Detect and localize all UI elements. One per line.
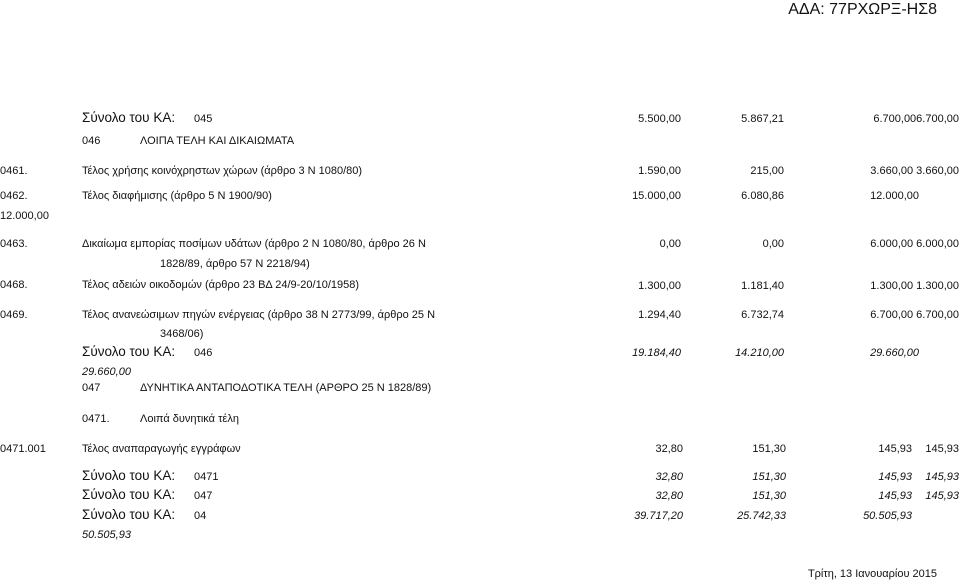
row-code: 0471.001 bbox=[0, 443, 46, 455]
value-col3: 145,93 bbox=[878, 490, 912, 502]
value-col1: 0,00 bbox=[659, 238, 681, 250]
row-description: Τέλος αναπαραγωγής εγγράφων bbox=[82, 443, 241, 455]
value-col3: 1.300,00 1.300,00 bbox=[870, 280, 959, 292]
row-code: 0462. bbox=[0, 190, 28, 202]
value-col3: 6.000,00 6.000,00 bbox=[870, 238, 959, 250]
row-code: 0468. bbox=[0, 279, 28, 291]
subsection-title: Λοιπά δυνητικά τέλη bbox=[140, 413, 239, 425]
value-col3: 6.700,006.700,00 bbox=[873, 113, 959, 125]
value-col1: 15.000,00 bbox=[632, 190, 681, 202]
total-label: Σύνολο του ΚΑ: bbox=[82, 110, 176, 125]
value-col2: 151,30 bbox=[752, 443, 786, 455]
row-description-cont: 1828/89, άρθρο 57 Ν 2218/94) bbox=[160, 258, 310, 270]
row-code: 0469. bbox=[0, 309, 28, 321]
total-code: 046 bbox=[194, 347, 213, 359]
row-code: 0461. bbox=[0, 165, 28, 177]
value-col3: 6.700,00 6.700,00 bbox=[870, 309, 959, 321]
value-col1: 32,80 bbox=[655, 471, 683, 483]
row-description: Τέλος ανανεώσιμων πηγών ενέργειας (άρθρο 38 Ν 2773/99, άρθρο 25 Ν bbox=[82, 309, 436, 321]
value-col1: 5.500,00 bbox=[638, 113, 681, 125]
value-col1: 1.300,00 bbox=[638, 280, 681, 292]
section-code: 046 bbox=[82, 135, 101, 147]
total-code: 045 bbox=[194, 113, 213, 125]
value-col2: 14.210,00 bbox=[735, 347, 784, 359]
value-col3: 12.000,00 bbox=[870, 190, 919, 202]
value-col2: 151,30 bbox=[752, 471, 786, 483]
row-description: Τέλος διαφήμισης (άρθρο 5 Ν 1900/90) bbox=[82, 190, 272, 202]
value-col1: 39.717,20 bbox=[634, 510, 683, 522]
footer-date: Τρίτη, 13 Ιανουαρίου 2015 bbox=[807, 568, 937, 580]
value-col2: 1.181,40 bbox=[741, 280, 784, 292]
value-col3: 3.660,00 3.660,00 bbox=[870, 165, 959, 177]
total-code: 0471 bbox=[194, 471, 219, 483]
value-col2: 25.742,33 bbox=[737, 510, 786, 522]
value-col1: 19.184,40 bbox=[632, 347, 681, 359]
total-label: Σύνολο του ΚΑ: bbox=[82, 468, 176, 483]
value-col1: 1.590,00 bbox=[638, 165, 681, 177]
section-title: ΛΟΙΠΑ ΤΕΛΗ ΚΑΙ ΔΙΚΑΙΩΜΑΤΑ bbox=[140, 135, 295, 147]
total-label: Σύνολο του ΚΑ: bbox=[82, 487, 176, 502]
subsection-code: 0471. bbox=[82, 413, 110, 425]
total-code: 04 bbox=[194, 510, 207, 522]
value-col4: 12.000,00 bbox=[0, 210, 49, 222]
value-col3: 145,93 bbox=[878, 471, 912, 483]
row-description: Δικαίωμα εμπορίας ποσίμων υδάτων (άρθρο 2 Ν 1080/80, άρθρο 26 Ν bbox=[82, 238, 426, 250]
value-col2: 6.080,86 bbox=[741, 190, 784, 202]
value-col4: 145,93 bbox=[925, 471, 959, 483]
value-col2: 5.867,21 bbox=[741, 113, 784, 125]
value-col1: 32,80 bbox=[655, 443, 683, 455]
row-description: Τέλος χρήσης κοινόχρηστων χώρων (άρθρο 3 Ν 1080/80) bbox=[82, 165, 363, 177]
value-col3: 50.505,93 bbox=[863, 510, 912, 522]
section-title: ΔΥΝΗΤΙΚΑ ΑΝΤΑΠΟΔΟΤΙΚΑ ΤΕΛΗ (ΑΡΘΡΟ 25 Ν 1828/89) bbox=[140, 382, 432, 394]
value-col1: 32,80 bbox=[655, 490, 683, 502]
value-col2: 215,00 bbox=[750, 165, 784, 177]
value-col3: 145,93 bbox=[878, 443, 912, 455]
value-col2: 0,00 bbox=[762, 238, 784, 250]
row-code: 0463. bbox=[0, 238, 28, 250]
row-description: Τέλος αδειών οικοδομών (άρθρο 23 ΒΔ 24/9-20/10/1958) bbox=[82, 279, 360, 291]
value-col2: 6.732,74 bbox=[741, 309, 784, 321]
section-code: 047 bbox=[82, 382, 101, 394]
value-col4: 145,93 bbox=[925, 443, 959, 455]
value-col4: 145,93 bbox=[925, 490, 959, 502]
value-col4: 50.505,93 bbox=[82, 529, 131, 541]
value-col4: 29.660,00 bbox=[82, 366, 131, 378]
total-label: Σύνολο του ΚΑ: bbox=[82, 344, 176, 359]
value-col1: 1.294,40 bbox=[638, 309, 681, 321]
value-col3: 29.660,00 bbox=[870, 347, 919, 359]
value-col2: 151,30 bbox=[752, 490, 786, 502]
ada-code: ΑΔΑ: 77ΡΧΩΡΞ-ΗΣ8 bbox=[788, 1, 937, 18]
row-description-cont: 3468/06) bbox=[160, 328, 204, 340]
total-code: 047 bbox=[194, 490, 213, 502]
total-label: Σύνολο του ΚΑ: bbox=[82, 507, 176, 522]
